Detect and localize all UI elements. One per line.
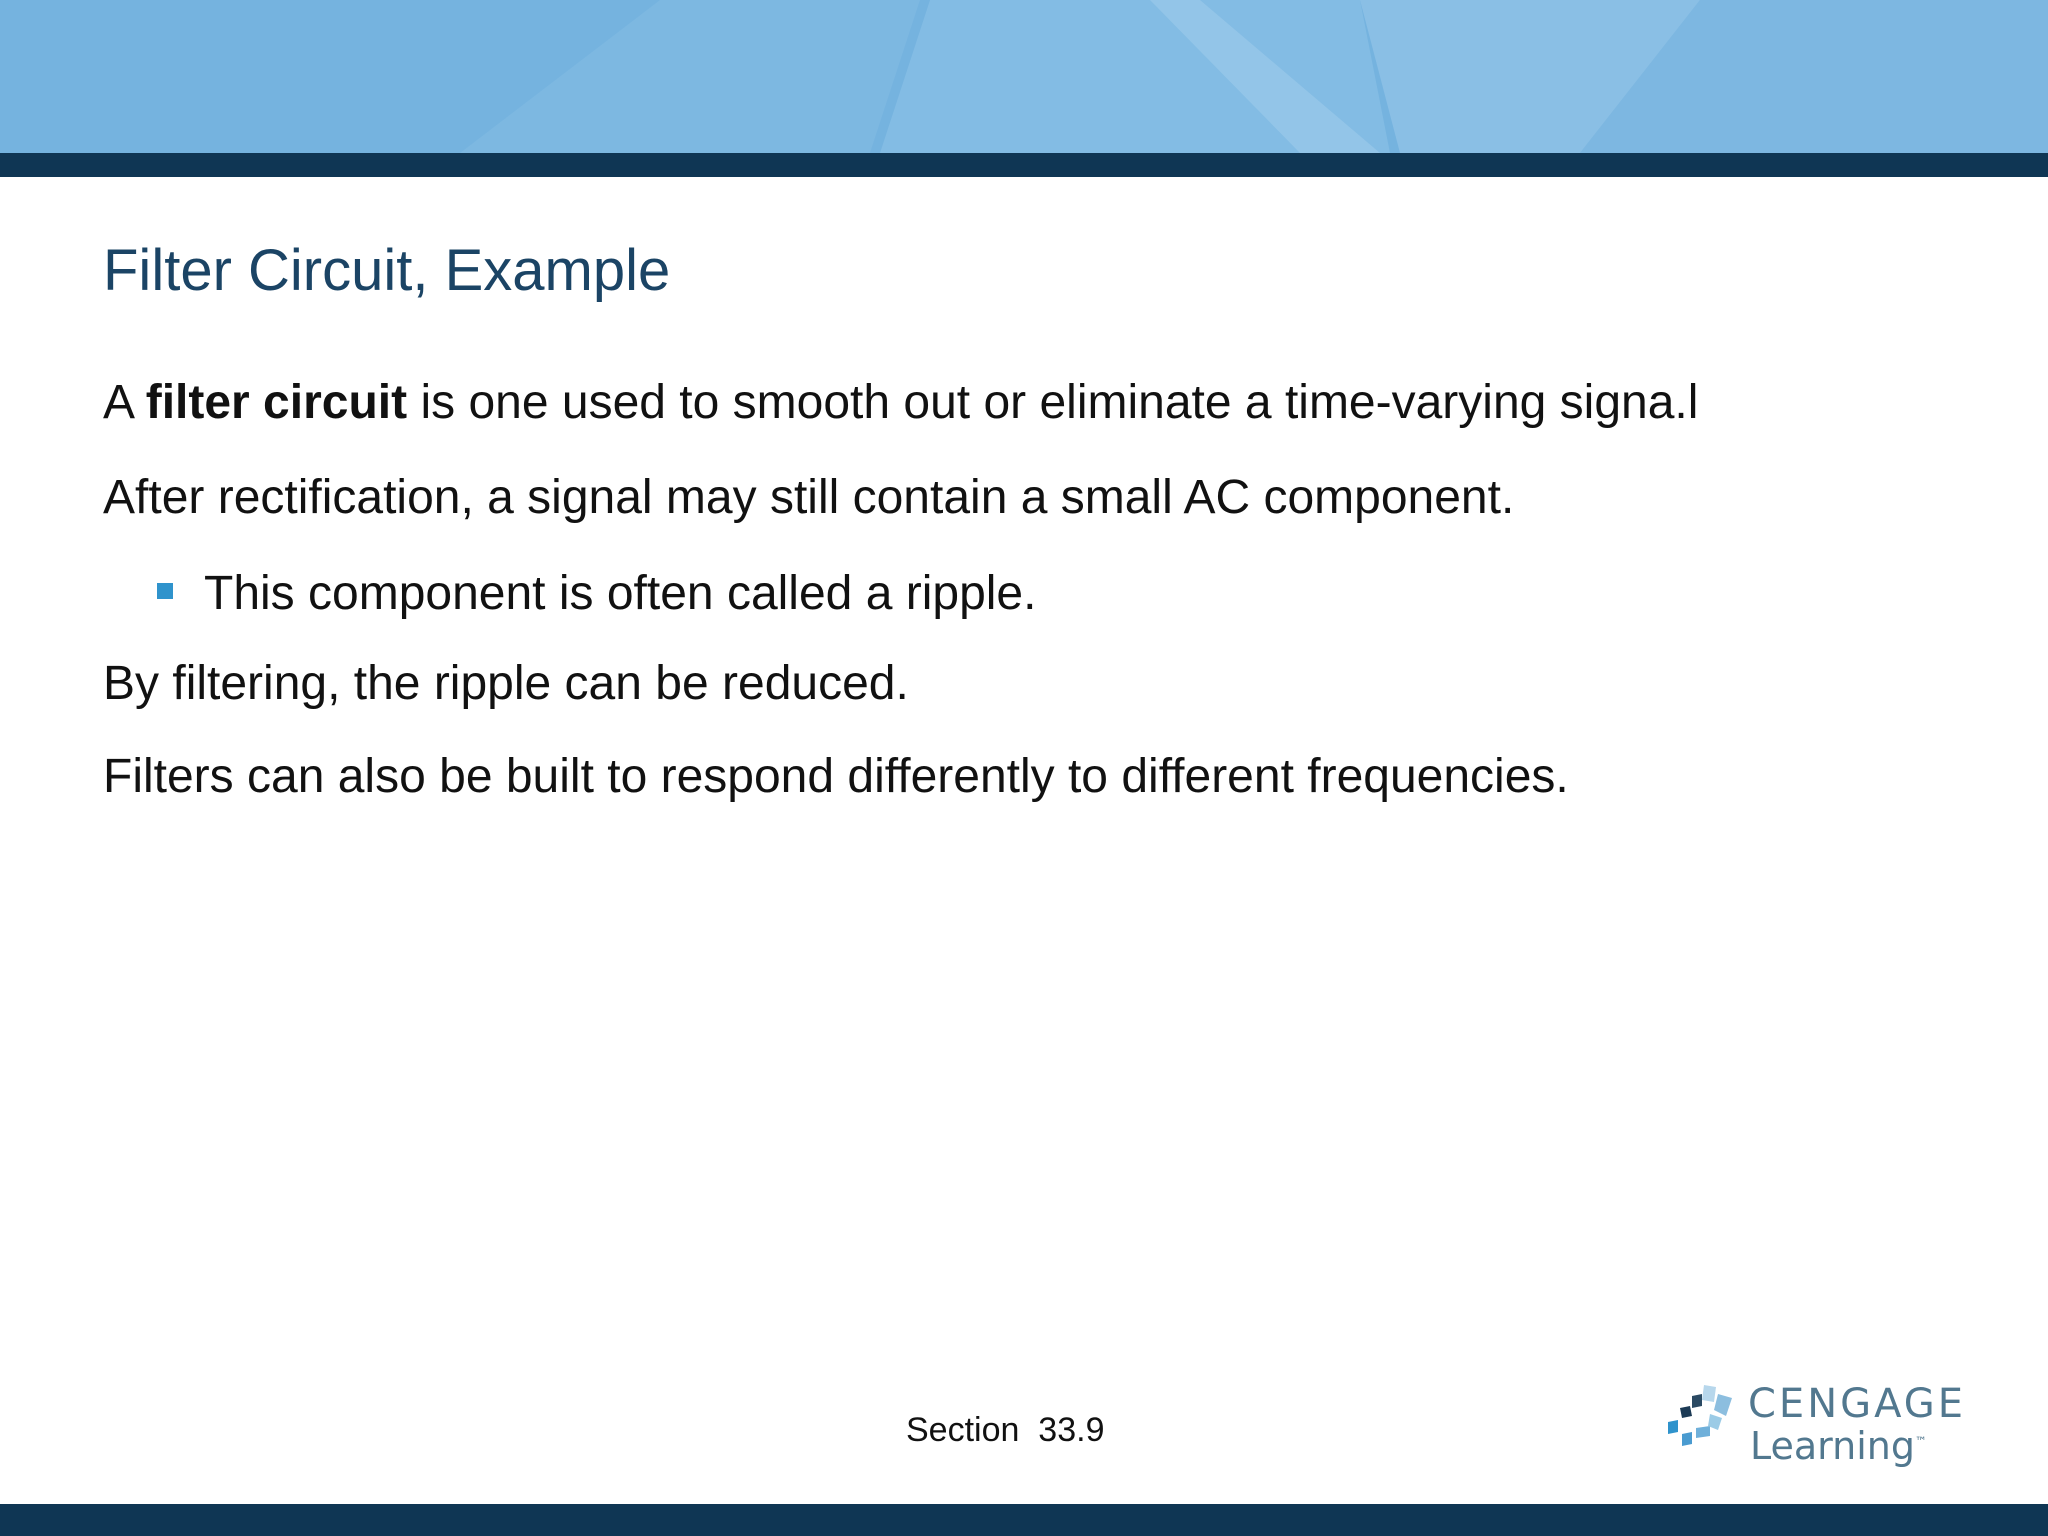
body-line-4: By filtering, the ripple can be reduced. — [103, 657, 909, 710]
logo-mark-icon — [1662, 1382, 1742, 1474]
slide-title: Filter Circuit, Example — [103, 238, 671, 303]
header-rule — [0, 153, 2048, 177]
logo-wordmark-learning — [1750, 1426, 1927, 1468]
trademark-symbol: ™ — [1914, 1434, 1927, 1449]
body-line-1-prefix: A — [103, 376, 146, 429]
logo-wordmark-cengage: CENGAGE — [1748, 1381, 1967, 1427]
bullet-square-icon — [157, 583, 173, 599]
header-banner — [0, 0, 2048, 153]
body-line-1 — [103, 374, 1698, 432]
footer-rule — [0, 1504, 2048, 1536]
section-label: Section 33.9 — [906, 1411, 1105, 1449]
bullet-item: This component is often called a ripple. — [204, 567, 1037, 620]
body-line-2: After rectification, a signal may still contain a small AC component. — [103, 471, 1515, 524]
body-line-1-suffix: is one used to smooth out or eliminate a time-varying signa.l — [407, 376, 1699, 429]
logo-learning-text: Learning — [1750, 1424, 1915, 1468]
body-line-5: Filters can also be built to respond differently to different frequencies. — [103, 750, 1569, 803]
cengage-learning-logo — [1662, 1381, 1967, 1474]
term-filter-circuit: filter circuit — [145, 376, 408, 429]
header-decoration — [0, 0, 2048, 153]
